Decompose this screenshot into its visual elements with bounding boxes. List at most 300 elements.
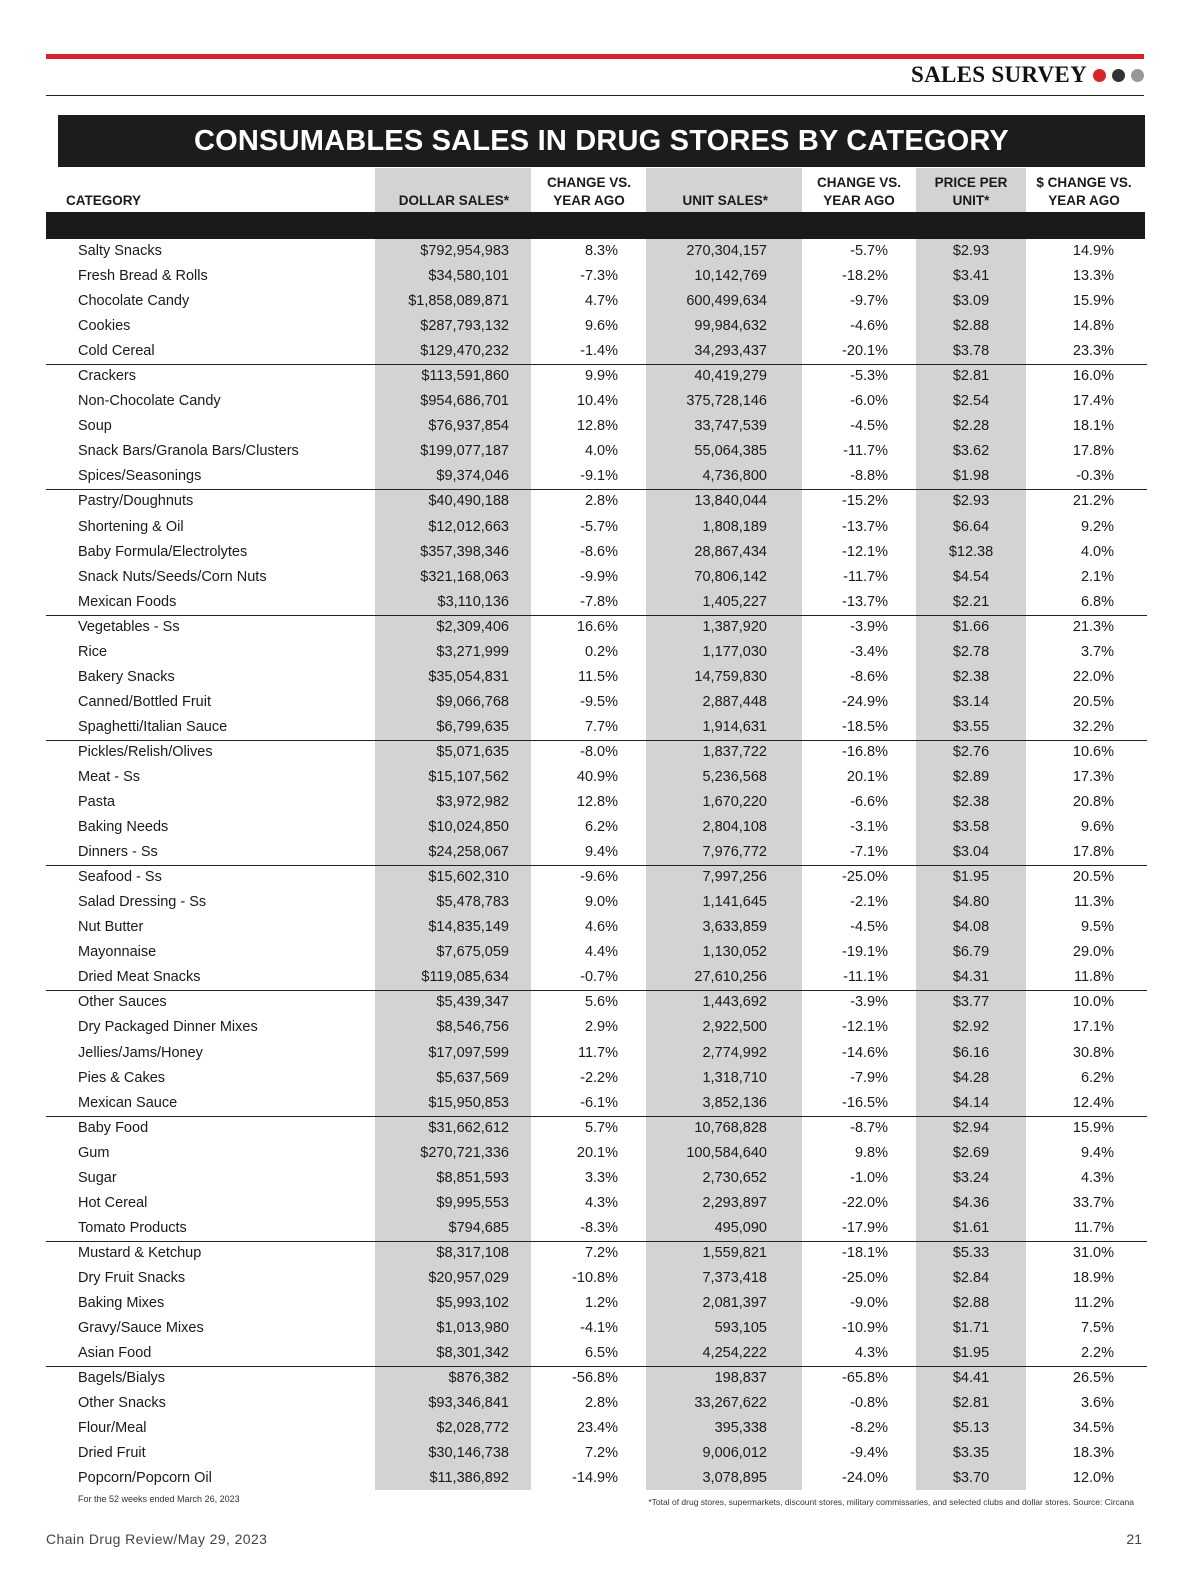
cell-price-per-unit: $4.41 — [952, 1370, 990, 1387]
cell-change-unit: -13.7% — [842, 593, 888, 610]
cell-dollar-sales: $113,591,860 — [421, 368, 509, 385]
cell-price-per-unit: $3.77 — [952, 994, 990, 1011]
cell-category: Snack Bars/Granola Bars/Clusters — [78, 443, 299, 460]
cell-price-change: 9.6% — [1080, 819, 1114, 836]
cell-unit-sales: 1,387,920 — [702, 618, 767, 635]
cell-change-unit: 20.1% — [846, 768, 888, 785]
cell-price-per-unit: $2.93 — [952, 243, 990, 259]
cell-category: Bakery Snacks — [78, 668, 175, 685]
cell-dollar-sales: $9,374,046 — [436, 468, 509, 485]
cell-dollar-sales: $15,107,562 — [428, 768, 509, 785]
cell-change-dollar: -9.6% — [580, 869, 618, 886]
table-row — [0, 1342, 1200, 1367]
cell-change-dollar: 9.6% — [584, 318, 618, 335]
cell-change-unit: 4.3% — [854, 1345, 888, 1362]
page-number: 21 — [1126, 1531, 1142, 1547]
cell-category: Popcorn/Popcorn Oil — [78, 1470, 212, 1487]
cell-dollar-sales: $15,602,310 — [428, 869, 509, 886]
cell-price-change: 7.5% — [1080, 1320, 1114, 1337]
cell-unit-sales: 1,914,631 — [702, 718, 767, 735]
cell-unit-sales: 27,610,256 — [694, 969, 767, 986]
cell-unit-sales: 34,293,437 — [694, 343, 767, 360]
cell-dollar-sales: $8,301,342 — [436, 1345, 509, 1362]
cell-category: Asian Food — [78, 1345, 152, 1362]
cell-price-per-unit: $12.38 — [948, 543, 994, 560]
cell-unit-sales: 495,090 — [714, 1219, 767, 1236]
cell-price-change: 32.2% — [1072, 718, 1114, 735]
table-row — [0, 841, 1200, 866]
cell-category: Other Snacks — [78, 1395, 166, 1412]
cell-price-change: 21.3% — [1072, 618, 1114, 635]
cell-change-unit: -17.9% — [842, 1219, 888, 1236]
cell-change-unit: -18.5% — [842, 718, 888, 735]
cell-change-unit: -65.8% — [842, 1370, 888, 1387]
cell-change-unit: -22.0% — [842, 1194, 888, 1211]
header-unit-sales: UNIT SALES* — [682, 193, 768, 208]
cell-change-unit: -5.7% — [850, 243, 888, 259]
cell-unit-sales: 55,064,385 — [694, 443, 767, 460]
table-row — [0, 315, 1200, 340]
cell-dollar-sales: $34,580,101 — [428, 268, 509, 285]
cell-change-dollar: 0.2% — [584, 643, 618, 660]
cell-change-unit: -19.1% — [842, 944, 888, 961]
cell-dollar-sales: $3,110,136 — [437, 593, 509, 610]
cell-change-unit: -8.6% — [850, 668, 888, 685]
cell-dollar-sales: $10,024,850 — [428, 819, 509, 836]
cell-dollar-sales: $8,851,593 — [436, 1169, 509, 1186]
cell-dollar-sales: $2,028,772 — [436, 1420, 509, 1437]
table-row — [0, 1092, 1200, 1117]
cell-unit-sales: 2,730,652 — [702, 1169, 767, 1186]
cell-price-change: 20.5% — [1072, 693, 1114, 710]
table-row — [0, 766, 1200, 791]
cell-dollar-sales: $17,097,599 — [428, 1044, 509, 1061]
cell-dollar-sales: $357,398,346 — [420, 543, 509, 560]
cell-change-dollar: -9.1% — [580, 468, 618, 485]
cell-category: Salad Dressing - Ss — [78, 894, 207, 911]
cell-dollar-sales: $6,799,635 — [436, 718, 509, 735]
cell-category: Hot Cereal — [78, 1194, 148, 1211]
table-row — [0, 716, 1200, 741]
table-row — [0, 1016, 1200, 1041]
cell-category: Dinners - Ss — [78, 844, 158, 861]
cell-price-per-unit: $3.24 — [952, 1169, 990, 1186]
cell-price-change: 33.7% — [1072, 1194, 1114, 1211]
cell-category: Crackers — [78, 368, 137, 385]
table-row — [0, 1142, 1200, 1167]
cell-dollar-sales: $129,470,232 — [420, 343, 509, 360]
table-row — [0, 616, 1200, 641]
cell-change-dollar: 10.4% — [576, 393, 618, 410]
cell-price-change: 18.3% — [1072, 1445, 1114, 1462]
cell-unit-sales: 395,338 — [714, 1420, 767, 1437]
cell-price-per-unit: $3.55 — [952, 718, 990, 735]
cell-dollar-sales: $270,721,336 — [420, 1144, 509, 1161]
cell-change-dollar: 9.4% — [584, 844, 618, 861]
cell-dollar-sales: $5,993,102 — [436, 1294, 509, 1311]
cell-price-per-unit: $2.76 — [952, 743, 990, 760]
cell-price-change: 12.0% — [1072, 1470, 1114, 1487]
cell-category: Baby Food — [78, 1119, 149, 1136]
cell-price-per-unit: $6.64 — [952, 518, 990, 535]
cell-dollar-sales: $93,346,841 — [428, 1395, 509, 1412]
cell-category: Non-Chocolate Candy — [78, 393, 221, 410]
cell-category: Soup — [78, 418, 112, 435]
table-row — [0, 1117, 1200, 1142]
table-row — [0, 666, 1200, 691]
cell-price-change: 11.2% — [1073, 1294, 1114, 1311]
table-row — [0, 1417, 1200, 1442]
cell-price-change: 18.1% — [1072, 418, 1114, 435]
cell-price-change: 10.0% — [1072, 994, 1114, 1011]
cell-change-dollar: 4.4% — [584, 944, 618, 961]
cell-price-per-unit: $5.33 — [952, 1244, 990, 1261]
header-category: CATEGORY — [66, 193, 142, 208]
cell-dollar-sales: $9,066,768 — [436, 693, 509, 710]
cell-price-per-unit: $5.13 — [952, 1420, 990, 1437]
cell-unit-sales: 600,499,634 — [686, 293, 767, 310]
cell-price-per-unit: $1.61 — [952, 1219, 990, 1236]
cell-change-dollar: -2.2% — [580, 1069, 618, 1086]
cell-dollar-sales: $30,146,738 — [428, 1445, 509, 1462]
cell-price-per-unit: $2.88 — [952, 318, 990, 335]
cell-dollar-sales: $876,382 — [448, 1370, 509, 1387]
cell-change-dollar: 11.5% — [577, 668, 618, 685]
cell-change-unit: -25.0% — [842, 1269, 888, 1286]
cell-unit-sales: 9,006,012 — [702, 1445, 767, 1462]
cell-price-change: 23.3% — [1072, 343, 1114, 360]
table-body — [0, 240, 1200, 1492]
table-row — [0, 541, 1200, 566]
cell-unit-sales: 1,177,030 — [702, 643, 767, 660]
table-row — [0, 465, 1200, 490]
table-row — [0, 691, 1200, 716]
cell-change-dollar: 7.2% — [584, 1445, 618, 1462]
cell-change-dollar: -8.6% — [580, 543, 618, 560]
table-row — [0, 1467, 1200, 1492]
cell-change-dollar: -7.3% — [580, 268, 618, 285]
cell-change-dollar: 6.2% — [584, 819, 618, 836]
cell-category: Rice — [78, 643, 108, 660]
cell-change-unit: -11.1% — [843, 969, 888, 986]
cell-unit-sales: 198,837 — [714, 1370, 767, 1387]
cell-change-unit: 9.8% — [854, 1144, 888, 1161]
cell-dollar-sales: $5,439,347 — [436, 994, 509, 1011]
cell-dollar-sales: $8,317,108 — [436, 1244, 509, 1261]
cell-unit-sales: 7,976,772 — [702, 844, 767, 861]
cell-dollar-sales: $287,793,132 — [420, 318, 509, 335]
cell-price-change: 22.0% — [1072, 668, 1114, 685]
cell-unit-sales: 4,736,800 — [702, 468, 767, 485]
table-row — [0, 490, 1200, 515]
cell-category: Gum — [78, 1144, 110, 1161]
cell-price-change: 21.2% — [1072, 493, 1114, 510]
cell-price-change: 15.9% — [1072, 293, 1114, 310]
cell-price-per-unit: $2.54 — [952, 393, 990, 410]
table-row — [0, 741, 1200, 766]
cell-change-unit: -16.5% — [842, 1094, 888, 1111]
table-row — [0, 891, 1200, 916]
cell-price-per-unit: $2.88 — [952, 1294, 990, 1311]
cell-price-per-unit: $4.80 — [952, 894, 990, 911]
cell-change-dollar: 20.1% — [576, 1144, 618, 1161]
cell-price-per-unit: $4.36 — [952, 1194, 990, 1211]
cell-price-change: 14.8% — [1072, 318, 1114, 335]
cell-change-dollar: 12.8% — [576, 794, 618, 811]
cell-category: Seafood - Ss — [78, 869, 162, 886]
cell-unit-sales: 33,267,622 — [694, 1395, 767, 1412]
cell-dollar-sales: $12,012,663 — [428, 518, 509, 535]
cell-unit-sales: 1,808,189 — [702, 518, 767, 535]
cell-dollar-sales: $40,490,188 — [428, 493, 509, 510]
cell-price-per-unit: $4.14 — [952, 1094, 990, 1111]
cell-change-unit: -12.1% — [842, 1019, 888, 1036]
cell-change-dollar: 4.6% — [584, 919, 618, 936]
cell-change-unit: -24.9% — [842, 693, 888, 710]
cell-price-change: 17.4% — [1072, 393, 1114, 410]
cell-unit-sales: 99,984,632 — [694, 318, 767, 335]
table-row — [0, 1442, 1200, 1467]
page-title: CONSUMABLES SALES IN DRUG STORES BY CATEGORY — [58, 115, 1145, 167]
cell-category: Bagels/Bialys — [78, 1370, 166, 1387]
cell-category: Canned/Bottled Fruit — [78, 693, 211, 710]
cell-category: Dry Packaged Dinner Mixes — [78, 1019, 258, 1036]
cell-category: Meat - Ss — [78, 768, 141, 785]
cell-change-unit: -1.0% — [850, 1169, 888, 1186]
cell-unit-sales: 1,405,227 — [702, 593, 767, 610]
cell-price-change: 10.6% — [1072, 743, 1114, 760]
cell-unit-sales: 7,997,256 — [702, 869, 767, 886]
cell-unit-sales: 2,081,397 — [702, 1294, 767, 1311]
cell-change-unit: -6.0% — [850, 393, 888, 410]
cell-price-change: 17.8% — [1072, 443, 1114, 460]
cell-price-change: 11.7% — [1073, 1219, 1114, 1236]
cell-category: Spaghetti/Italian Sauce — [78, 718, 228, 735]
cell-change-dollar: -7.8% — [580, 593, 618, 610]
table-row — [0, 1292, 1200, 1317]
cell-dollar-sales: $31,662,612 — [428, 1119, 509, 1136]
cell-price-per-unit: $2.93 — [952, 493, 990, 510]
cell-change-unit: -8.8% — [850, 468, 888, 485]
cell-category: Fresh Bread & Rolls — [78, 268, 208, 285]
cell-change-unit: -9.7% — [850, 293, 888, 310]
cell-unit-sales: 1,141,645 — [702, 894, 767, 911]
cell-change-unit: -20.1% — [842, 343, 888, 360]
cell-change-unit: -7.9% — [850, 1069, 888, 1086]
cell-price-change: 13.3% — [1072, 268, 1114, 285]
cell-change-unit: -12.1% — [842, 543, 888, 560]
table-row — [0, 916, 1200, 941]
cell-change-unit: -5.3% — [850, 368, 888, 385]
cell-price-change: 2.2% — [1080, 1345, 1114, 1362]
cell-change-dollar: -14.9% — [572, 1470, 618, 1487]
cell-unit-sales: 593,105 — [714, 1320, 767, 1337]
table-row — [0, 866, 1200, 891]
cell-change-dollar: 12.8% — [576, 418, 618, 435]
cell-price-per-unit: $2.81 — [952, 1395, 990, 1412]
cell-price-per-unit: $1.71 — [952, 1320, 990, 1337]
cell-change-dollar: 2.8% — [584, 1395, 618, 1412]
cell-price-change: 34.5% — [1072, 1420, 1114, 1437]
cell-change-dollar: 23.4% — [576, 1420, 618, 1437]
cell-price-change: 6.8% — [1080, 593, 1114, 610]
cell-change-dollar: -10.8% — [572, 1269, 618, 1286]
cell-price-per-unit: $3.09 — [952, 293, 990, 310]
cell-price-change: 4.3% — [1080, 1169, 1114, 1186]
cell-price-per-unit: $2.89 — [952, 768, 990, 785]
table-row — [0, 415, 1200, 440]
cell-change-dollar: 1.2% — [584, 1294, 618, 1311]
cell-change-dollar: -0.7% — [580, 969, 618, 986]
source-note: *Total of drug stores, supermarkets, discount stores, military commissaries, and selected clubs and dollar stores. Source: Circana — [648, 1497, 1134, 1507]
cell-change-unit: -0.8% — [850, 1395, 888, 1412]
cell-change-dollar: 11.7% — [577, 1044, 618, 1061]
cell-change-dollar: -9.9% — [580, 568, 618, 585]
cell-change-dollar: 8.3% — [584, 243, 618, 259]
cell-unit-sales: 3,078,895 — [702, 1470, 767, 1487]
cell-change-unit: -18.2% — [842, 268, 888, 285]
cell-price-change: 15.9% — [1072, 1119, 1114, 1136]
cell-change-unit: -13.7% — [842, 518, 888, 535]
cell-unit-sales: 2,804,108 — [702, 819, 767, 836]
cell-dollar-sales: $14,835,149 — [428, 919, 509, 936]
table-row — [0, 816, 1200, 841]
table-row — [0, 440, 1200, 465]
cell-category: Salty Snacks — [78, 243, 162, 259]
cell-change-unit: -14.6% — [842, 1044, 888, 1061]
cell-price-per-unit: $2.92 — [952, 1019, 990, 1036]
header-dollar-sales: DOLLAR SALES* — [398, 193, 509, 208]
cell-price-per-unit: $1.98 — [952, 468, 990, 485]
cell-category: Nut Butter — [78, 919, 144, 936]
cell-dollar-sales: $76,937,854 — [428, 418, 509, 435]
cell-unit-sales: 14,759,830 — [694, 668, 767, 685]
table-row — [0, 1317, 1200, 1342]
cell-change-dollar: 40.9% — [576, 768, 618, 785]
cell-category: Jellies/Jams/Honey — [78, 1044, 203, 1061]
cell-category: Dry Fruit Snacks — [78, 1269, 186, 1286]
cell-unit-sales: 28,867,434 — [694, 543, 767, 560]
cell-dollar-sales: $1,013,980 — [436, 1320, 509, 1337]
cell-dollar-sales: $3,271,999 — [436, 643, 509, 660]
top-accent-bar — [46, 54, 1144, 59]
cell-dollar-sales: $5,637,569 — [436, 1069, 509, 1086]
table-row — [0, 641, 1200, 666]
cell-price-per-unit: $1.66 — [952, 618, 990, 635]
red-dot-icon — [1093, 69, 1106, 82]
cell-category: Snack Nuts/Seeds/Corn Nuts — [78, 568, 267, 585]
cell-price-change: 31.0% — [1072, 1244, 1114, 1261]
cell-category: Mustard & Ketchup — [78, 1244, 202, 1261]
cell-price-per-unit: $2.28 — [952, 418, 990, 435]
cell-unit-sales: 1,318,710 — [702, 1069, 767, 1086]
header-bar — [46, 212, 1145, 239]
cell-unit-sales: 2,887,448 — [702, 693, 767, 710]
cell-dollar-sales: $1,858,089,871 — [408, 293, 509, 310]
cell-price-per-unit: $1.95 — [952, 869, 990, 886]
cell-price-change: 17.3% — [1072, 768, 1114, 785]
cell-category: Flour/Meal — [78, 1420, 147, 1437]
cell-category: Vegetables - Ss — [78, 618, 180, 635]
cell-dollar-sales: $9,995,553 — [436, 1194, 509, 1211]
cell-change-dollar: -8.3% — [580, 1219, 618, 1236]
cell-change-unit: -18.1% — [842, 1244, 888, 1261]
cell-unit-sales: 70,806,142 — [694, 568, 767, 585]
cell-price-per-unit: $3.04 — [952, 844, 990, 861]
cell-price-per-unit: $3.35 — [952, 1445, 990, 1462]
cell-price-per-unit: $4.28 — [952, 1069, 990, 1086]
table-row — [0, 966, 1200, 991]
header-rule — [46, 95, 1144, 96]
table-row — [0, 991, 1200, 1016]
cell-price-per-unit: $2.21 — [952, 593, 990, 610]
cell-change-dollar: 6.5% — [584, 1345, 618, 1362]
cell-dollar-sales: $35,054,831 — [428, 668, 509, 685]
cell-dollar-sales: $3,972,982 — [436, 794, 509, 811]
cell-price-change: 20.5% — [1072, 869, 1114, 886]
cell-unit-sales: 1,670,220 — [702, 794, 767, 811]
cell-category: Other Sauces — [78, 994, 167, 1011]
period-note: For the 52 weeks ended March 26, 2023 — [78, 1494, 240, 1504]
cell-unit-sales: 33,747,539 — [694, 418, 767, 435]
cell-unit-sales: 40,419,279 — [694, 368, 767, 385]
cell-change-dollar: -4.1% — [580, 1320, 618, 1337]
table-row — [0, 941, 1200, 966]
cell-dollar-sales: $119,085,634 — [421, 969, 509, 986]
cell-price-change: 26.5% — [1072, 1370, 1114, 1387]
cell-change-unit: -3.9% — [850, 994, 888, 1011]
cell-category: Baking Needs — [78, 819, 169, 836]
cell-change-unit: -3.4% — [850, 643, 888, 660]
cell-price-change: 18.9% — [1072, 1269, 1114, 1286]
cell-unit-sales: 3,852,136 — [702, 1094, 767, 1111]
cell-change-unit: -15.2% — [842, 493, 888, 510]
cell-change-dollar: 9.0% — [584, 894, 618, 911]
cell-price-per-unit: $2.38 — [952, 668, 990, 685]
table-row — [0, 516, 1200, 541]
cell-dollar-sales: $7,675,059 — [436, 944, 509, 961]
cell-change-unit: -2.1% — [850, 894, 888, 911]
cell-price-per-unit: $3.14 — [952, 693, 990, 710]
cell-unit-sales: 10,768,828 — [694, 1119, 767, 1136]
cell-dollar-sales: $794,685 — [448, 1219, 509, 1236]
table-row — [0, 1392, 1200, 1417]
header-price-per-unit: PRICE PER UNIT* — [934, 175, 1008, 208]
cell-change-dollar: -9.5% — [580, 693, 618, 710]
cell-dollar-sales: $20,957,029 — [428, 1269, 509, 1286]
cell-price-per-unit: $2.38 — [952, 794, 990, 811]
cell-price-change: -0.3% — [1076, 468, 1114, 485]
cell-change-unit: -3.9% — [850, 618, 888, 635]
table-row — [0, 390, 1200, 415]
cell-price-change: 12.4% — [1072, 1094, 1114, 1111]
cell-price-per-unit: $3.62 — [952, 443, 990, 460]
table-row — [0, 1217, 1200, 1242]
cell-price-change: 9.5% — [1080, 919, 1114, 936]
cell-unit-sales: 1,837,722 — [702, 743, 767, 760]
cell-price-per-unit: $4.08 — [952, 919, 990, 936]
cell-change-dollar: -6.1% — [580, 1094, 618, 1111]
cell-dollar-sales: $5,478,783 — [436, 894, 509, 911]
cell-price-per-unit: $6.79 — [952, 944, 990, 961]
cell-dollar-sales: $199,077,187 — [420, 443, 509, 460]
cell-dollar-sales: $954,686,701 — [420, 393, 509, 410]
table-row — [0, 791, 1200, 816]
cell-change-dollar: 9.9% — [584, 368, 618, 385]
cell-change-unit: -10.9% — [842, 1320, 888, 1337]
cell-change-dollar: 7.2% — [584, 1244, 618, 1261]
cell-price-change: 30.8% — [1072, 1044, 1114, 1061]
